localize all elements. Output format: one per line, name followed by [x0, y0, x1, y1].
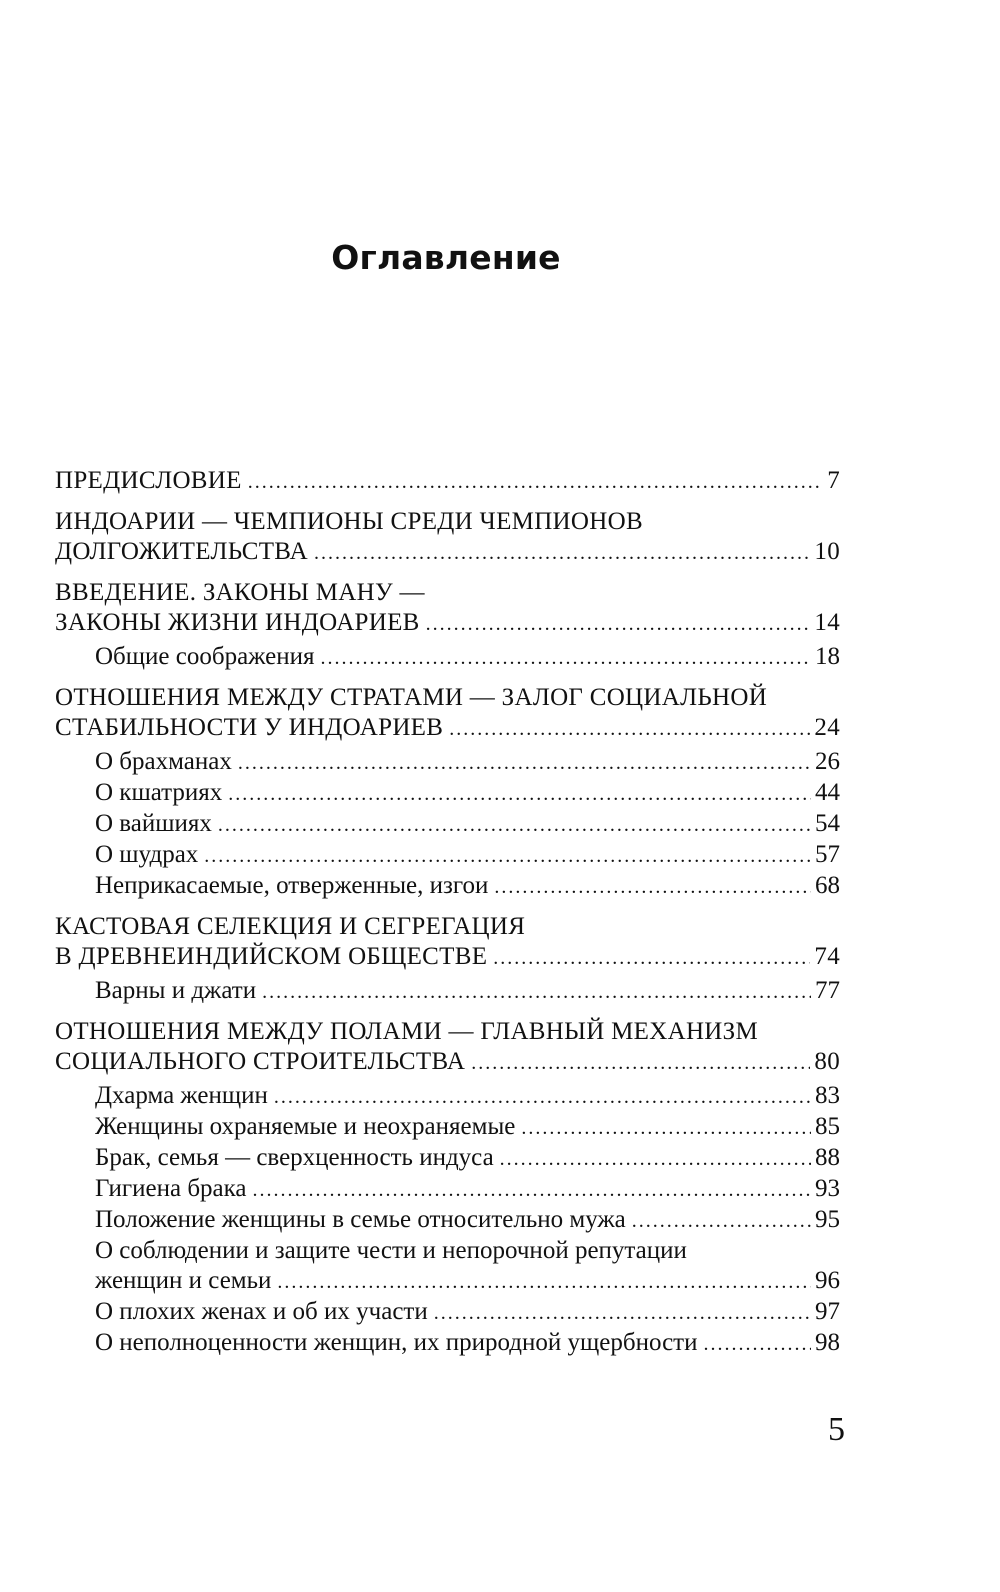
toc-page-number: 77	[815, 977, 840, 1004]
toc-page-number: 54	[815, 810, 840, 837]
toc-chapter-entry	[55, 578, 840, 639]
dot-leader	[248, 467, 823, 497]
toc-entry-line	[95, 1143, 840, 1174]
toc-chapter-entry	[55, 683, 840, 744]
dot-leader	[320, 643, 811, 673]
toc-entry-title: ИНДОАРИИ — ЧЕМПИОНЫ СРЕДИ ЧЕМПИОНОВ	[55, 508, 643, 535]
dot-leader	[262, 977, 811, 1007]
dot-leader	[314, 538, 810, 568]
toc-entry-line	[95, 976, 840, 1007]
toc-section-entry	[55, 1143, 840, 1174]
toc-entry-line	[95, 1266, 840, 1297]
toc-section-entry	[55, 871, 840, 902]
toc-section-entry	[55, 642, 840, 673]
toc-entry-title: О шудрах	[95, 841, 199, 868]
dot-leader	[228, 779, 811, 809]
toc-entry-title: Общие соображения	[95, 643, 315, 670]
toc-entry-line	[95, 871, 840, 902]
toc-entry-title: Положение женщины в семье относительно мужа	[95, 1206, 626, 1233]
toc-entry-title: Гигиена брака	[95, 1175, 247, 1202]
toc-entry-line	[95, 840, 840, 871]
dot-leader	[426, 609, 811, 639]
toc-entry-line	[95, 642, 840, 673]
toc-entry-title: ОТНОШЕНИЯ МЕЖДУ СТРАТАМИ — ЗАЛОГ СОЦИАЛЬНОЙ	[55, 684, 768, 711]
toc-entry-title: КАСТОВАЯ СЕЛЕКЦИЯ И СЕГРЕГАЦИЯ	[55, 913, 526, 940]
toc-entry-line	[95, 1112, 840, 1143]
toc-entry-line	[55, 683, 840, 713]
dot-leader	[521, 1113, 811, 1143]
toc-entry-title: ЗАКОНЫ ЖИЗНИ ИНДОАРИЕВ	[55, 609, 420, 636]
toc-section-entry	[55, 976, 840, 1007]
toc-entry-line	[55, 507, 840, 537]
toc-chapter-entry	[55, 466, 840, 497]
dot-leader	[434, 1298, 811, 1328]
toc-page-number: 24	[814, 714, 840, 741]
toc-page-number: 74	[814, 943, 840, 970]
dot-leader	[274, 1082, 811, 1112]
toc-entry-line	[55, 713, 840, 744]
toc-entry-title: О плохих женах и об их участи	[95, 1298, 428, 1325]
dot-leader	[500, 1144, 811, 1174]
toc-section-entry	[55, 809, 840, 840]
toc-entry-line	[55, 608, 840, 639]
toc-entry-line	[95, 778, 840, 809]
dot-leader	[218, 810, 811, 840]
toc-entry-title: Женщины охраняемые и неохраняемые	[95, 1113, 516, 1140]
toc-page-number: 57	[815, 841, 840, 868]
toc-page-number: 95	[815, 1206, 840, 1233]
table-of-contents	[55, 466, 840, 1359]
toc-entry-line	[55, 942, 840, 973]
toc-page-number: 96	[815, 1267, 840, 1294]
dot-leader	[253, 1175, 811, 1205]
toc-entry-title: В ДРЕВНЕИНДИЙСКОМ ОБЩЕСТВЕ	[55, 943, 488, 970]
toc-page-number: 68	[815, 872, 840, 899]
toc-entry-title: ОТНОШЕНИЯ МЕЖДУ ПОЛАМИ — ГЛАВНЫЙ МЕХАНИЗМ	[55, 1018, 759, 1045]
page-number: 5	[828, 1411, 845, 1448]
toc-page-number: 98	[815, 1329, 840, 1356]
toc-entry-line	[55, 578, 840, 608]
toc-page-number: 18	[815, 643, 840, 670]
toc-chapter-entry	[55, 912, 840, 973]
toc-entry-title: О неполноценности женщин, их природной ущербности	[95, 1329, 698, 1356]
toc-page-number: 97	[815, 1298, 840, 1325]
toc-section-entry	[55, 1205, 840, 1236]
toc-entry-title: СОЦИАЛЬНОГО СТРОИТЕЛЬСТВА	[55, 1048, 466, 1075]
toc-entry-line	[55, 1047, 840, 1078]
toc-entry-line	[95, 1328, 840, 1359]
dot-leader	[632, 1206, 811, 1236]
toc-entry-line	[95, 1081, 840, 1112]
toc-page-number: 85	[815, 1113, 840, 1140]
toc-entry-title: Варны и джати	[95, 977, 257, 1004]
toc-page-number: 10	[814, 538, 840, 565]
toc-entry-line	[95, 1174, 840, 1205]
toc-section-entry	[55, 1328, 840, 1359]
toc-entry-title: ПРЕДИСЛОВИЕ	[55, 467, 242, 494]
toc-chapter-entry	[55, 507, 840, 568]
toc-entry-line	[95, 1205, 840, 1236]
dot-leader	[471, 1048, 810, 1078]
toc-entry-title: СТАБИЛЬНОСТИ У ИНДОАРИЕВ	[55, 714, 444, 741]
toc-entry-line	[95, 1236, 840, 1266]
toc-entry-title: Дхарма женщин	[95, 1082, 268, 1109]
dot-leader	[703, 1329, 811, 1359]
dot-leader	[238, 748, 811, 778]
toc-entry-line	[55, 912, 840, 942]
toc-page-number: 93	[815, 1175, 840, 1202]
toc-page-number: 26	[815, 748, 840, 775]
toc-entry-line	[55, 1017, 840, 1047]
toc-entry-line	[95, 747, 840, 778]
toc-section-entry	[55, 1081, 840, 1112]
dot-leader	[493, 943, 810, 973]
toc-entry-title: Неприкасаемые, отверженные, изгои	[95, 872, 489, 899]
toc-section-entry	[55, 840, 840, 871]
toc-entry-title: О брахманах	[95, 748, 232, 775]
dot-leader	[449, 714, 810, 744]
toc-entry-line	[95, 809, 840, 840]
toc-page-number: 14	[814, 609, 840, 636]
toc-page-number: 80	[814, 1048, 840, 1075]
toc-entry-line	[55, 537, 840, 568]
toc-entry-title: О кшатриях	[95, 779, 223, 806]
toc-section-entry	[55, 1112, 840, 1143]
toc-section-entry	[55, 1297, 840, 1328]
toc-page-number: 88	[815, 1144, 840, 1171]
toc-entry-line	[95, 1297, 840, 1328]
toc-entry-title: ДОЛГОЖИТЕЛЬСТВА	[55, 538, 309, 565]
toc-section-entry	[55, 778, 840, 809]
toc-chapter-entry	[55, 1017, 840, 1078]
toc-page-number: 83	[815, 1082, 840, 1109]
toc-entry-title: Брак, семья — сверхценность индуса	[95, 1144, 494, 1171]
toc-page-number: 44	[815, 779, 840, 806]
toc-entry-title: ВВЕДЕНИЕ. ЗАКОНЫ МАНУ —	[55, 579, 425, 606]
dot-leader	[277, 1267, 811, 1297]
toc-entry-title: О соблюдении и защите чести и непорочной репутации	[95, 1237, 687, 1264]
toc-section-entry	[55, 747, 840, 778]
dot-leader	[494, 872, 811, 902]
toc-entry-line	[55, 466, 840, 497]
dot-leader	[204, 841, 811, 871]
toc-section-entry	[55, 1174, 840, 1205]
page-title: Оглавление	[331, 238, 561, 277]
toc-section-entry	[55, 1236, 840, 1297]
toc-entry-title: женщин и семьи	[95, 1267, 272, 1294]
toc-entry-title: О вайшиях	[95, 810, 212, 837]
toc-page-number: 7	[827, 467, 840, 494]
